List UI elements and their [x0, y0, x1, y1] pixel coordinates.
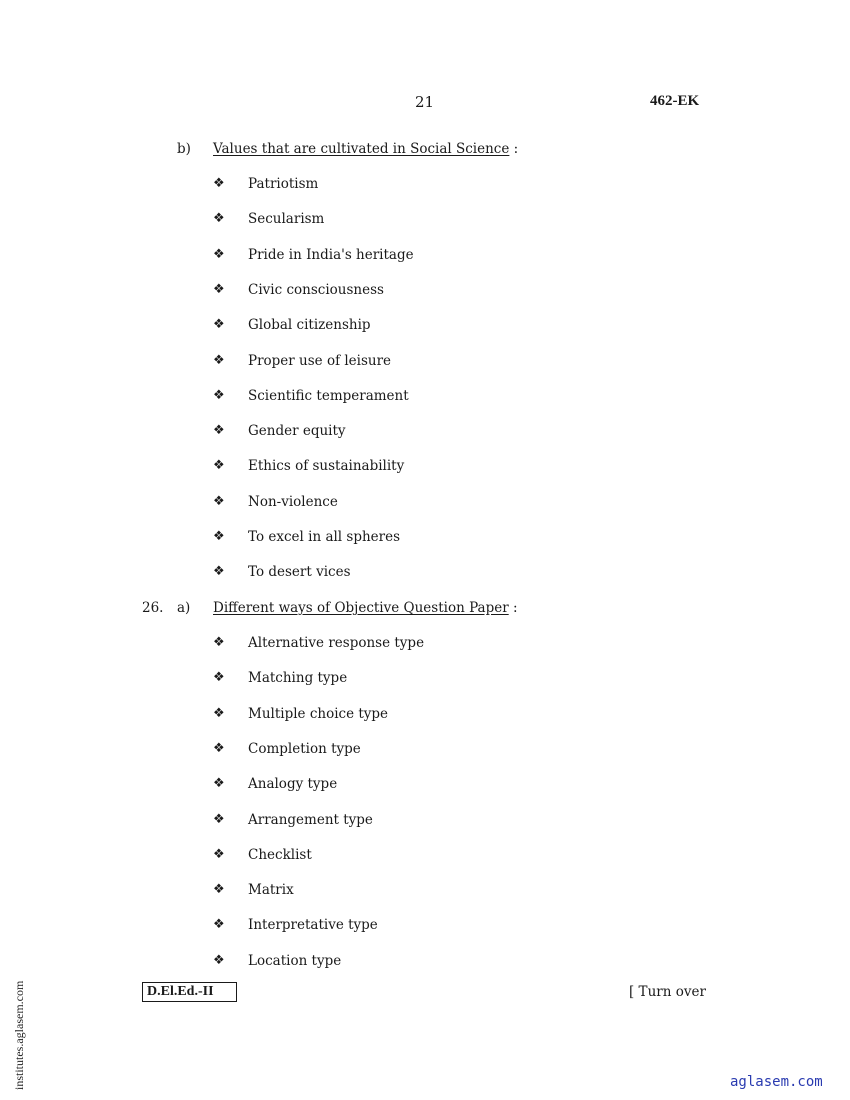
diamond-bullet-icon: ❖ — [213, 917, 225, 933]
diamond-bullet-icon: ❖ — [213, 882, 225, 898]
section-b-heading-colon: : — [513, 141, 519, 157]
section-b-letter: b) — [177, 141, 191, 157]
question-type-item-text: Location type — [248, 952, 342, 969]
question-type-item-text: Matching type — [248, 670, 348, 687]
question-type-item-text: Arrangement type — [248, 811, 373, 828]
diamond-bullet-icon: ❖ — [213, 635, 225, 650]
diamond-bullet-icon: ❖ — [213, 811, 225, 827]
diamond-bullet-icon: ❖ — [213, 176, 225, 191]
value-item-text: Non-violence — [248, 493, 338, 510]
diamond-bullet-icon: ❖ — [213, 423, 225, 439]
diamond-bullet-icon: ❖ — [213, 705, 225, 721]
diamond-bullet-icon: ❖ — [213, 458, 225, 474]
section-b-heading-text: Values that are cultivated in Social Science — [213, 141, 510, 157]
diamond-bullet-icon: ❖ — [213, 529, 225, 544]
value-item-text: Secularism — [248, 211, 325, 228]
brand-watermark: aglasem.com — [730, 1074, 823, 1090]
value-item-text: Ethics of sustainability — [248, 458, 405, 475]
diamond-bullet-icon: ❖ — [213, 564, 225, 580]
value-item-text: Pride in India's heritage — [248, 246, 414, 263]
section-b-heading — [213, 141, 518, 157]
value-item-text: Gender equity — [248, 423, 346, 440]
value-item-text: To desert vices — [248, 564, 351, 581]
side-watermark: institutes.aglasem.com — [12, 980, 26, 1090]
diamond-bullet-icon: ❖ — [213, 246, 225, 262]
value-item-text: Proper use of leisure — [248, 352, 392, 369]
diamond-bullet-icon: ❖ — [213, 281, 225, 297]
turn-over-note: [ Turn over — [629, 984, 706, 1000]
question-type-item-text: Interpretative type — [248, 917, 378, 934]
value-item-text: Scientific temperament — [248, 387, 409, 404]
diamond-bullet-icon: ❖ — [213, 776, 225, 792]
diamond-bullet-icon: ❖ — [213, 670, 225, 686]
question-type-item-text: Matrix — [248, 882, 294, 899]
question-26a-heading-colon: : — [512, 600, 518, 616]
question-type-item-text: Alternative response type — [248, 635, 425, 651]
diamond-bullet-icon: ❖ — [213, 740, 225, 756]
course-code-box: D.El.Ed.-II — [142, 982, 237, 1002]
page-number: 21 — [415, 93, 435, 111]
diamond-bullet-icon: ❖ — [213, 846, 225, 862]
diamond-bullet-icon: ❖ — [213, 952, 225, 968]
paper-code: 462-EK — [650, 93, 700, 109]
value-item-text: Civic consciousness — [248, 281, 384, 298]
diamond-bullet-icon: ❖ — [213, 352, 225, 368]
question-26-number: 26. — [142, 600, 164, 616]
value-item-text: To excel in all spheres — [248, 529, 401, 545]
diamond-bullet-icon: ❖ — [213, 317, 225, 333]
diamond-bullet-icon: ❖ — [213, 493, 225, 509]
diamond-bullet-icon: ❖ — [213, 387, 225, 403]
question-type-item-text: Analogy type — [248, 776, 338, 793]
value-item-text: Global citizenship — [248, 317, 371, 334]
question-type-item-text: Completion type — [248, 740, 361, 757]
value-item-text: Patriotism — [248, 176, 319, 192]
question-26a-heading-text: Different ways of Objective Question Paper — [213, 600, 509, 616]
question-26a-letter: a) — [177, 600, 191, 616]
question-type-item-text: Checklist — [248, 846, 312, 863]
question-26a-heading — [213, 600, 518, 616]
question-type-item-text: Multiple choice type — [248, 705, 389, 722]
diamond-bullet-icon: ❖ — [213, 211, 225, 227]
